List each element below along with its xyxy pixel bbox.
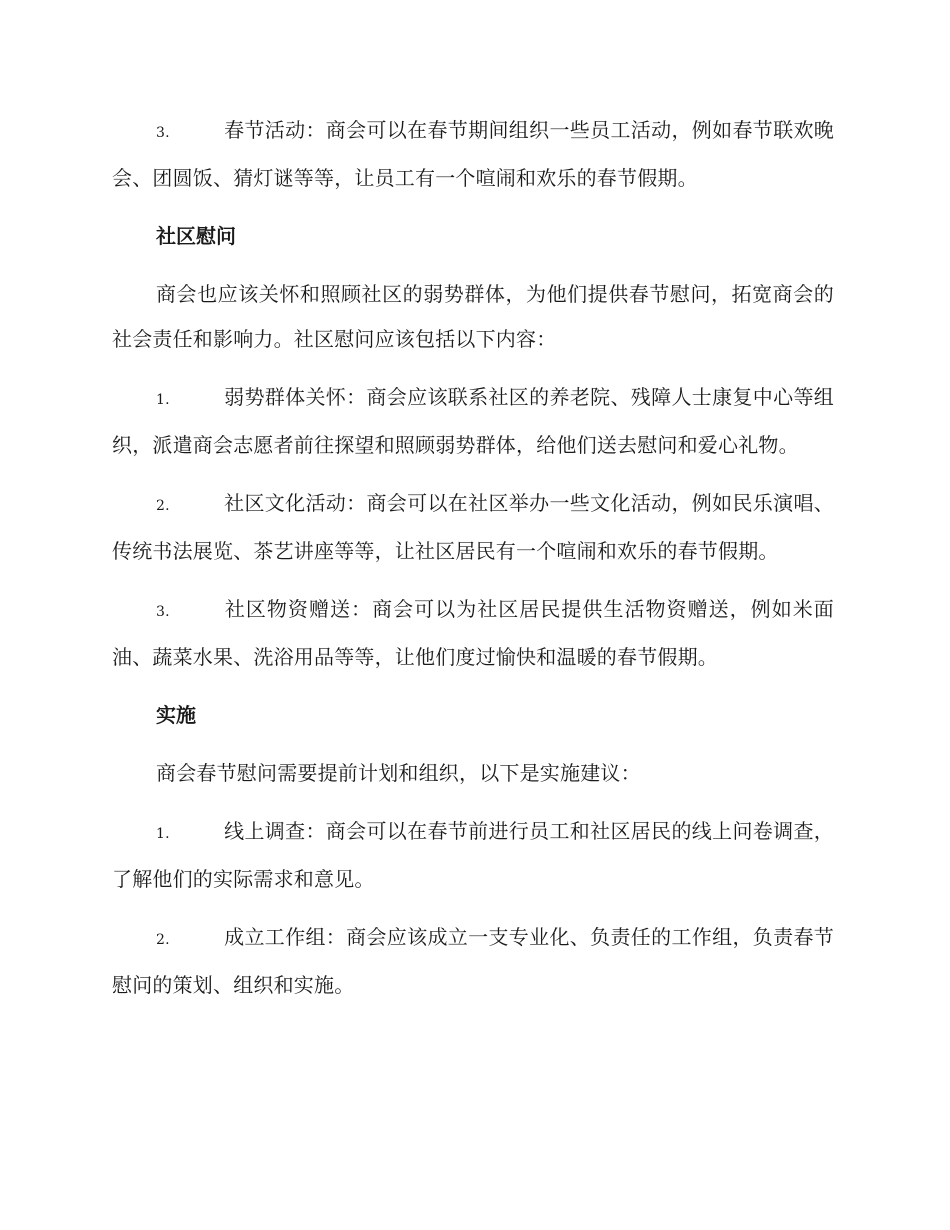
list-item-text: 弱势群体关怀：商会应该联系社区的养老院、残障人士康复中心等组织，派遣商会志愿者前往探望和照顾弱势群体，给他们送去慰问和爱心礼物。 [112,385,834,457]
list-number: 2. [156,498,170,514]
list-item-spring-activities [112,108,834,201]
list-item-supplies-donation [112,587,834,680]
list-item-cultural-activities [112,481,834,574]
list-item-text: 社区文化活动：商会可以在社区举办一些文化活动，例如民乐演唱、传统书法展览、茶艺讲座等等，让社区居民有一个喧闹和欢乐的春节假期。 [112,491,834,563]
list-item-text: 春节活动：商会可以在春节期间组织一些员工活动，例如春节联欢晚会、团圆饭、猜灯谜等等，让员工有一个喧闹和欢乐的春节假期。 [112,118,834,190]
section-heading-community-visit: 社区慰问 [156,224,236,248]
paragraph-community-intro: 商会也应该关怀和照顾社区的弱势群体，为他们提供春节慰问，拓宽商会的社会责任和影响力。社区慰问应该包括以下内容： [112,282,834,351]
list-item-text: 社区物资赠送：商会可以为社区居民提供生活物资赠送，例如米面油、蔬菜水果、洗浴用品等等，让他们度过愉快和温暖的春节假期。 [112,597,834,669]
list-number: 1. [156,826,170,842]
list-number: 2. [156,932,170,948]
document-page [112,108,834,1021]
section-heading-implementation: 实施 [156,703,196,727]
list-number: 1. [156,392,170,408]
list-number: 3. [156,604,170,620]
list-number: 3. [156,125,170,141]
list-item-working-group [112,915,834,1008]
paragraph-implementation-intro: 商会春节慰问需要提前计划和组织，以下是实施建议： [156,761,641,785]
list-item-text: 成立工作组：商会应该成立一支专业化、负责任的工作组，负责春节慰问的策划、组织和实施。 [112,925,834,997]
list-item-text: 线上调查：商会可以在春节前进行员工和社区居民的线上问卷调查，了解他们的实际需求和意见。 [112,819,834,891]
list-item-online-survey [112,809,834,902]
list-item-vulnerable-care [112,375,834,468]
